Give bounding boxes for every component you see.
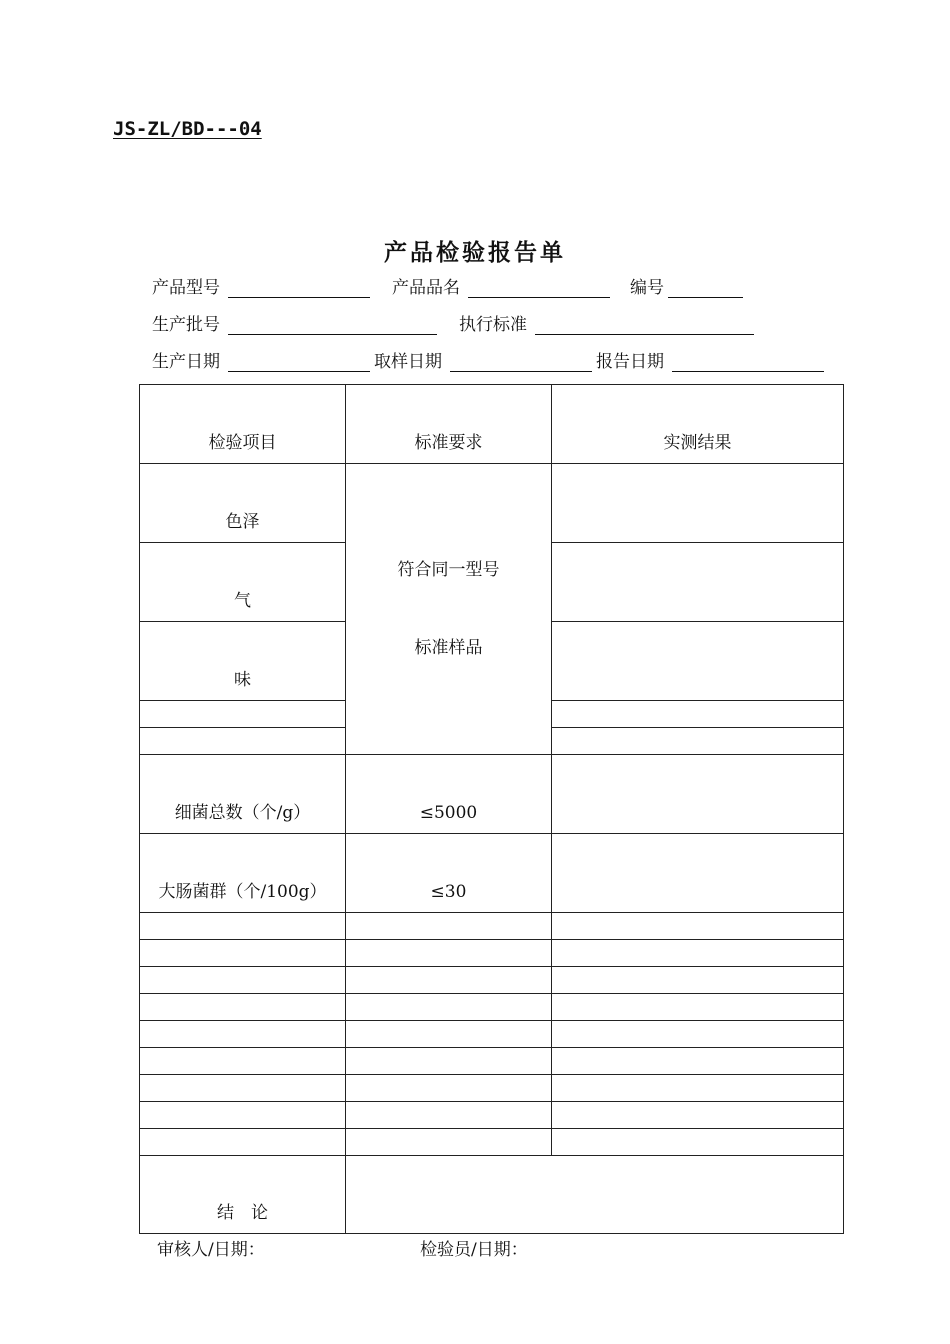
result-cell[interactable]: [552, 834, 844, 913]
requirement-coliform: ≤30: [346, 834, 552, 913]
requirement-cell[interactable]: [346, 913, 552, 940]
table-row: [140, 1021, 844, 1048]
model-label: 产品型号: [152, 278, 220, 298]
result-cell[interactable]: [552, 1129, 844, 1156]
requirement-cell[interactable]: [346, 1102, 552, 1129]
document-code: JS-ZL/BD---04: [113, 118, 262, 140]
result-cell[interactable]: [552, 701, 844, 728]
table-row: [140, 1048, 844, 1075]
item-cell[interactable]: [140, 1129, 346, 1156]
item-cell[interactable]: [140, 913, 346, 940]
requirement-cell[interactable]: [346, 994, 552, 1021]
conclusion-cell[interactable]: [346, 1156, 844, 1234]
model-field[interactable]: [228, 279, 370, 298]
item-total-bacteria: 细菌总数（个/g）: [140, 755, 346, 834]
header-result: 实测结果: [552, 385, 844, 464]
item-cell[interactable]: [140, 1021, 346, 1048]
header-item: 检验项目: [140, 385, 346, 464]
result-cell[interactable]: [552, 994, 844, 1021]
table-row: [140, 1129, 844, 1156]
item-cell[interactable]: [140, 701, 346, 728]
result-cell[interactable]: [552, 1075, 844, 1102]
standard-label: 执行标准: [459, 315, 527, 335]
requirement-line-2: 标准样品: [414, 638, 483, 658]
sampling-date-label: 取样日期: [374, 352, 442, 372]
item-cell[interactable]: [140, 728, 346, 755]
item-smell: 气: [140, 543, 346, 622]
batch-field[interactable]: [228, 316, 437, 335]
result-cell[interactable]: [552, 967, 844, 994]
table-row: [140, 755, 844, 834]
result-cell[interactable]: [552, 1102, 844, 1129]
production-date-field[interactable]: [228, 353, 370, 372]
item-cell[interactable]: [140, 940, 346, 967]
item-cell[interactable]: [140, 1102, 346, 1129]
inspector-date: 检验员/日期：: [420, 1240, 528, 1260]
report-date-label: 报告日期: [596, 352, 664, 372]
standard-field[interactable]: [535, 316, 754, 335]
result-cell[interactable]: [552, 1048, 844, 1075]
item-taste: 味: [140, 622, 346, 701]
result-cell[interactable]: [552, 543, 844, 622]
result-cell[interactable]: [552, 940, 844, 967]
requirement-cell[interactable]: [346, 1048, 552, 1075]
result-cell[interactable]: [552, 913, 844, 940]
requirement-line-1: 符合同一型号: [397, 560, 500, 580]
table-row: [140, 913, 844, 940]
result-cell[interactable]: [552, 728, 844, 755]
requirement-cell[interactable]: [346, 940, 552, 967]
requirement-cell[interactable]: [346, 1021, 552, 1048]
requirement-cell[interactable]: [346, 967, 552, 994]
batch-label: 生产批号: [152, 315, 220, 335]
product-name-field[interactable]: [468, 279, 610, 298]
sampling-date-field[interactable]: [450, 353, 592, 372]
requirement-cell[interactable]: [346, 1075, 552, 1102]
header-requirement: 标准要求: [346, 385, 552, 464]
result-cell[interactable]: [552, 1021, 844, 1048]
result-cell[interactable]: [552, 464, 844, 543]
requirement-cell[interactable]: [346, 1129, 552, 1156]
info-line-2: [152, 311, 758, 335]
reviewer-date: 审核人/日期：: [157, 1240, 265, 1260]
item-cell[interactable]: [140, 1048, 346, 1075]
table-row: [140, 834, 844, 913]
table-row: [140, 464, 844, 543]
page-title: 产品检验报告单: [384, 240, 566, 266]
conclusion-label: 结 论: [140, 1156, 346, 1234]
table-header-row: [140, 385, 844, 464]
sensory-requirement: [346, 464, 552, 755]
table-row: [140, 1102, 844, 1129]
result-cell[interactable]: [552, 755, 844, 834]
item-cell[interactable]: [140, 967, 346, 994]
report-date-field[interactable]: [672, 353, 824, 372]
item-cell[interactable]: [140, 994, 346, 1021]
table-row: [140, 1075, 844, 1102]
table-row: [140, 967, 844, 994]
item-color: 色泽: [140, 464, 346, 543]
info-line-3: [152, 348, 828, 372]
number-field[interactable]: [668, 279, 743, 298]
info-line-1: [152, 274, 747, 298]
inspection-table: [139, 384, 844, 1234]
table-row: [140, 994, 844, 1021]
number-label: 编号: [630, 278, 664, 298]
result-cell[interactable]: [552, 622, 844, 701]
table-row: [140, 940, 844, 967]
product-name-label: 产品品名: [392, 278, 460, 298]
item-coliform: 大肠菌群（个/100g）: [140, 834, 346, 913]
requirement-total-bacteria: ≤5000: [346, 755, 552, 834]
item-cell[interactable]: [140, 1075, 346, 1102]
conclusion-row: [140, 1156, 844, 1234]
production-date-label: 生产日期: [152, 352, 220, 372]
